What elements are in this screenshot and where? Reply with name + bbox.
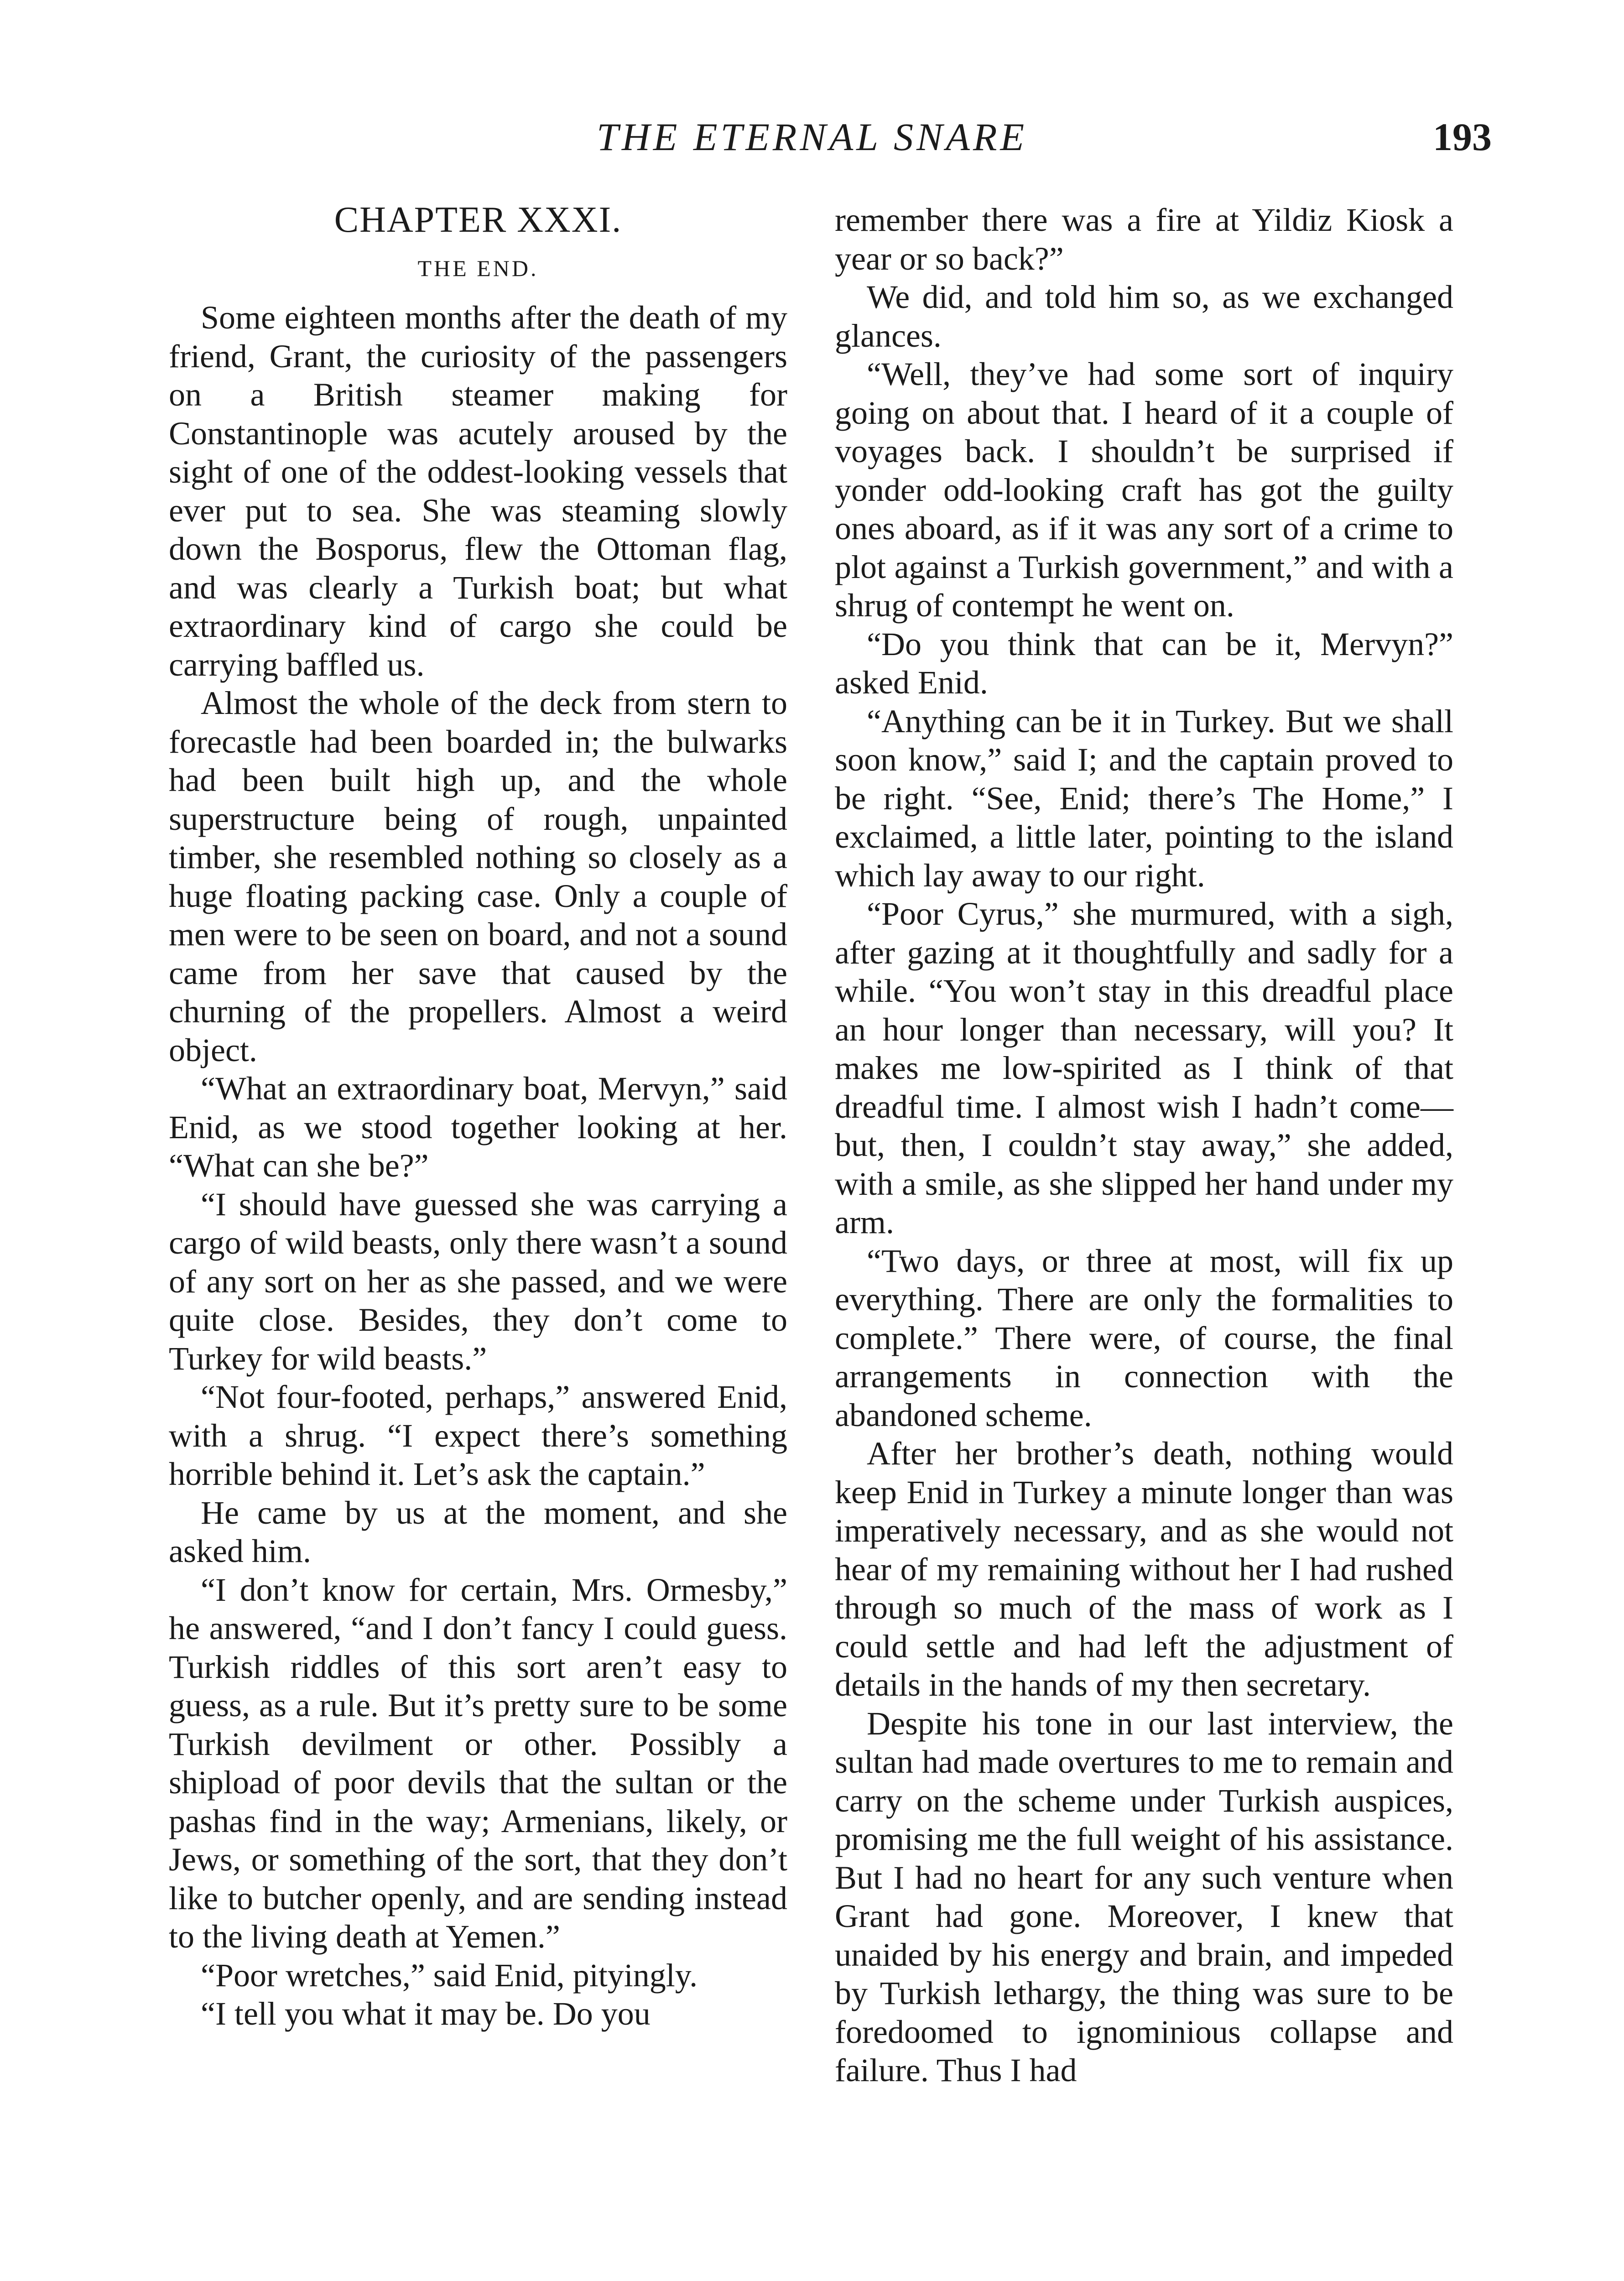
paragraph: “Poor Cyrus,” she murmured, with a sigh, after gazing at it thoughtfully and sadly for a while. “You won’t stay in this dreadful place an hour longer than necessary, will you? It makes me low-spirited as I think of that dreadful time. I almost wish I hadn’t come—but, then, I couldn’t stay away,” she added, with a smile, as she slipped her hand under my arm. (835, 896, 1453, 1240)
paragraph: “Not four-footed, perhaps,” answered Enid, with a shrug. “I expect there’s something horrible behind it. Let’s ask the captain.” (169, 1379, 787, 1492)
paragraph: “I don’t know for certain, Mrs. Ormesby,” he answered, “and I don’t fancy I could guess. Turkish riddles of this sort aren’t easy to guess, as a rule. But it’s pretty sure to be some Turkish devilment or other. Possibly a shipload of poor devils that the sultan or the pashas find in the way; Armenians, likely, or Jews, or something of the sort, that they don’t like to butcher openly, and are sending instead to the living death at Yemen.” (169, 1571, 787, 1955)
paragraph: After her brother’s death, nothing would keep Enid in Turkey a minute longer than was imperatively necessary, and as she would not hear of my remaining without her I had rushed through so much of the mass of work as I could settle and had left the adjustment of details in the hands of my then secretary. (835, 1435, 1453, 1703)
chapter-title: CHAPTER XXXI. (334, 200, 622, 240)
paragraph: Despite his tone in our last interview, the sultan had made overtures to me to remain and carry on the scheme under Turkish auspices, promising me the full weight of his assistance. But I had no heart for any such venture when Grant had gone. Moreover, I knew that unaided by his energy and brain, and impeded by Turkish lethargy, the thing was sure to be foredoomed to ignominious collapse and failure. Thus I had (835, 1705, 1453, 2088)
paragraph: “Two days, or three at most, will fix up everything. There are only the formalities to complete.” There were, of course, the final arrangements in connection with the abandoned scheme. (835, 1242, 1453, 1433)
paragraph: He came by us at the moment, and she asked him. (169, 1494, 787, 1569)
paragraph: “Well, they’ve had some sort of inquiry going on about that. I heard of it a couple of voyages back. I shouldn’t be surprised if yonder odd-looking craft has got the guilty ones aboard, as if it was any sort of a crime to plot against a Turkish government,” and with a shrug of contempt he went on. (835, 356, 1453, 624)
paragraph: “I tell you what it may be. Do you (201, 1995, 651, 2032)
page-number: 193 (1433, 115, 1492, 159)
paragraph: “Poor wretches,” said Enid, pityingly. (201, 1957, 698, 1994)
paragraph: Almost the whole of the deck from stern to forecastle had been boarded in; the bulwarks had been built high up, and the whole superstructure being of rough, unpainted timber, she resembled nothing so closely as a huge floating packing case. Only a couple of men were to be seen on board, and not a sound came from her save that caused by the churning of the propellers. Almost a weird object. (169, 685, 787, 1068)
paragraph: We did, and told him so, as we exchanged glances. (835, 279, 1453, 354)
paragraph: “Anything can be it in Turkey. But we shall soon know,” said I; and the captain proved to be right. “See, Enid; there’s The Home,” I exclaimed, a little later, pointing to the island which lay away to our right. (835, 703, 1453, 894)
left-column (169, 201, 787, 2033)
paragraph: “Do you think that can be it, Mervyn?” asked Enid. (835, 625, 1453, 701)
paragraph: “What an extraordinary boat, Mervyn,” said Enid, as we stood together looking at her. “What can she be?” (169, 1070, 787, 1184)
paragraph-continued: remember there was a fire at Yildiz Kiosk a year or so back?” (835, 202, 1453, 277)
chapter-subtitle: THE END. (417, 255, 539, 281)
paragraph: Some eighteen months after the death of my friend, Grant, the curiosity of the passengers on a British steamer making for Constantinople was acutely aroused by the sight of one of the oddest-looking vessels that ever put to sea. She was steaming slowly down the Bosporus, flew the Ottoman flag, and was clearly a Turkish boat; but what extraordinary kind of cargo she could be carrying baffled us. (169, 299, 787, 683)
paragraph: “I should have guessed she was carrying a cargo of wild beasts, only there wasn’t a sound of any sort on her as she passed, and we were quite close. Besides, they don’t come to Turkey for wild beasts.” (169, 1186, 787, 1377)
page-header (0, 114, 1624, 169)
running-title: THE ETERNAL SNARE (596, 115, 1028, 159)
right-column (835, 201, 1453, 2090)
